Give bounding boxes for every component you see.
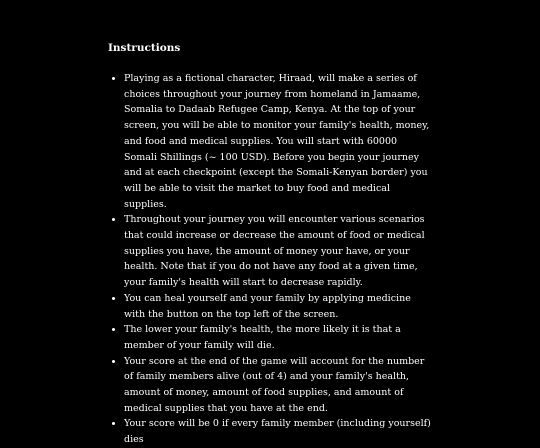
instructions-title: Instructions xyxy=(108,42,181,54)
instruction-item-zero-score: • Your score will be 0 if every family member (including yourself) dies xyxy=(124,416,433,447)
instruction-item-journey: • Playing as a fictional character, Hiraad, will make a series of choices throughout your journey from homeland in Jamaame, Somalia to Dadaab Refugee Camp, Kenya. At the top of your screen, you will be able to monitor your family's health, money, and food and medical supplies. You will start with 60000 Somali Shillings (~ 100 USD). Before you begin your journey and at each checkpoint (except the Somali-Kenyan border) you will be able to visit the market to buy food and medical supplies. xyxy=(124,71,433,212)
instruction-item-scenarios: • Throughout your journey you will encounter various scenarios that could increase or decrease the amount of food or medical supplies you have, the amount of money your have, or your health. Note that if you do not have any food at a given time, your family's health will start to decrease rapidly. xyxy=(124,212,433,291)
instruction-item-healing: • You can heal yourself and your family by applying medicine with the button on the top left of the screen. xyxy=(124,291,433,322)
instruction-item-score: • Your score at the end of the game will account for the number of family members alive (out of 4) and your family's health, amount of money, amount of food supplies, and amount of medical supplies that you have at the end. xyxy=(124,354,433,417)
instructions-list xyxy=(108,71,433,448)
instruction-item-health-risk: • The lower your family's health, the more likely it is that a member of your family will die. xyxy=(124,322,433,353)
instructions-panel xyxy=(108,40,433,448)
